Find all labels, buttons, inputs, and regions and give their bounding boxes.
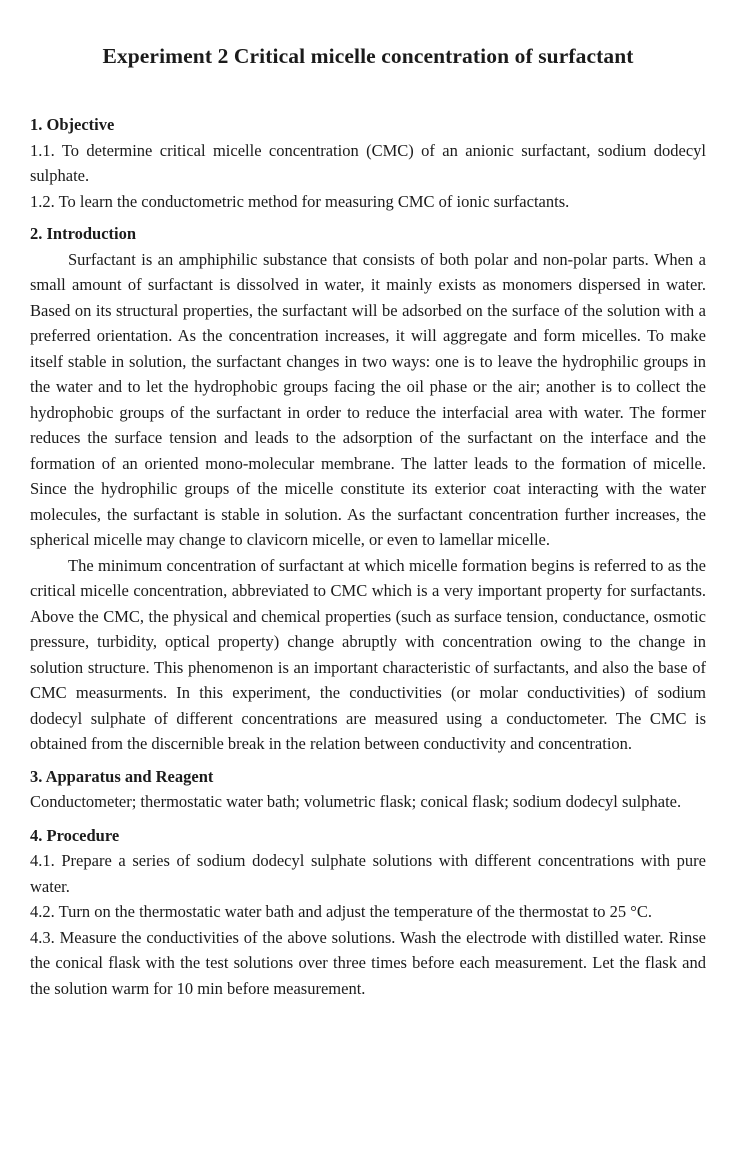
document-title: Experiment 2 Critical micelle concentration of surfactant — [102, 44, 634, 68]
objective-heading: 1. Objective — [30, 115, 115, 134]
apparatus-text: Conductometer; thermostatic water bath; volumetric flask; conical flask; sodium dodecyl sulphate. — [30, 792, 682, 811]
objective-item-2: 1.2. To learn the conductometric method for measuring CMC of ionic surfactants. — [30, 191, 570, 211]
procedure-item-3: 4.3. Measure the conductivities of the above solutions. Wash the electrode with distilled water. Rinse the conical flask with the test solutions over three times before each measurement. Let the flask and the solution warm for 10 min before measurement. — [30, 927, 706, 998]
procedure-item-2: 4.2. Turn on the thermostatic water bath and adjust the temperature of the thermostat to 25 °C. — [30, 902, 653, 921]
apparatus-heading: 3. Apparatus and Reagent — [30, 766, 214, 786]
section-apparatus — [30, 764, 706, 815]
document-page — [30, 0, 706, 1001]
procedure-item-1: 4.1. Prepare a series of sodium dodecyl sulphate solutions with different concentrations with pure water. — [30, 851, 706, 896]
section-procedure — [30, 823, 706, 1002]
introduction-paragraph-1: Surfactant is an amphiphilic substance that consists of both polar and non-polar parts. When a small amount of surfactant is dissolved in water, it mainly exists as monomers dispersed in water. Based on its structural properties, the surfactant will be adsorbed on the surface of the solution with a preferred orientation. As the concentration increases, it will aggregate and form micelles. To make itself stable in solution, the surfactant changes in two ways: one is to leave the hydrophilic groups in the water and to let the hydrophobic groups facing the oil phase or the air; another is to collect the hydrophobic groups of the surfactant in order to reduce the interfacial area with water. The former reduces the surface tension and leads to the adsorption of the surfactant on the interface and the formation of an oriented mono-molecular membrane. The latter leads to the formation of micelle. Since the hydrophilic groups of the micelle constitute its exterior coat interacting with the water molecules, the surfactant is stable in solution. As the surfactant concentration further increases, the spherical micelle may change to clavicorn micelle, or even to lamellar micelle. — [30, 249, 706, 549]
objective-item-1: 1.1. To determine critical micelle concentration (CMC) of an anionic surfactant, sodium dodecyl sulphate. — [30, 140, 706, 185]
introduction-heading: 2. Introduction — [30, 224, 137, 243]
introduction-paragraph-2: The minimum concentration of surfactant at which micelle formation begins is referred to as the critical micelle concentration, abbreviated to CMC which is a very important property for surfactants. Above the CMC, the physical and chemical properties (such as surface tension, conductance, osmotic pressure, turbidity, optical property) change abruptly with concentration owing to the change in solution structure. This phenomenon is an important characteristic of surfactants, and also the base of CMC measurments. In this experiment, the conductivities (or molar conductivities) of sodium dodecyl sulphate of different concentrations are measured using a conductometer. The CMC is obtained from the discernible break in the relation between conductivity and concentration. — [30, 555, 706, 753]
procedure-heading: 4. Procedure — [30, 825, 120, 845]
section-objective — [30, 112, 706, 214]
section-introduction — [30, 221, 706, 757]
